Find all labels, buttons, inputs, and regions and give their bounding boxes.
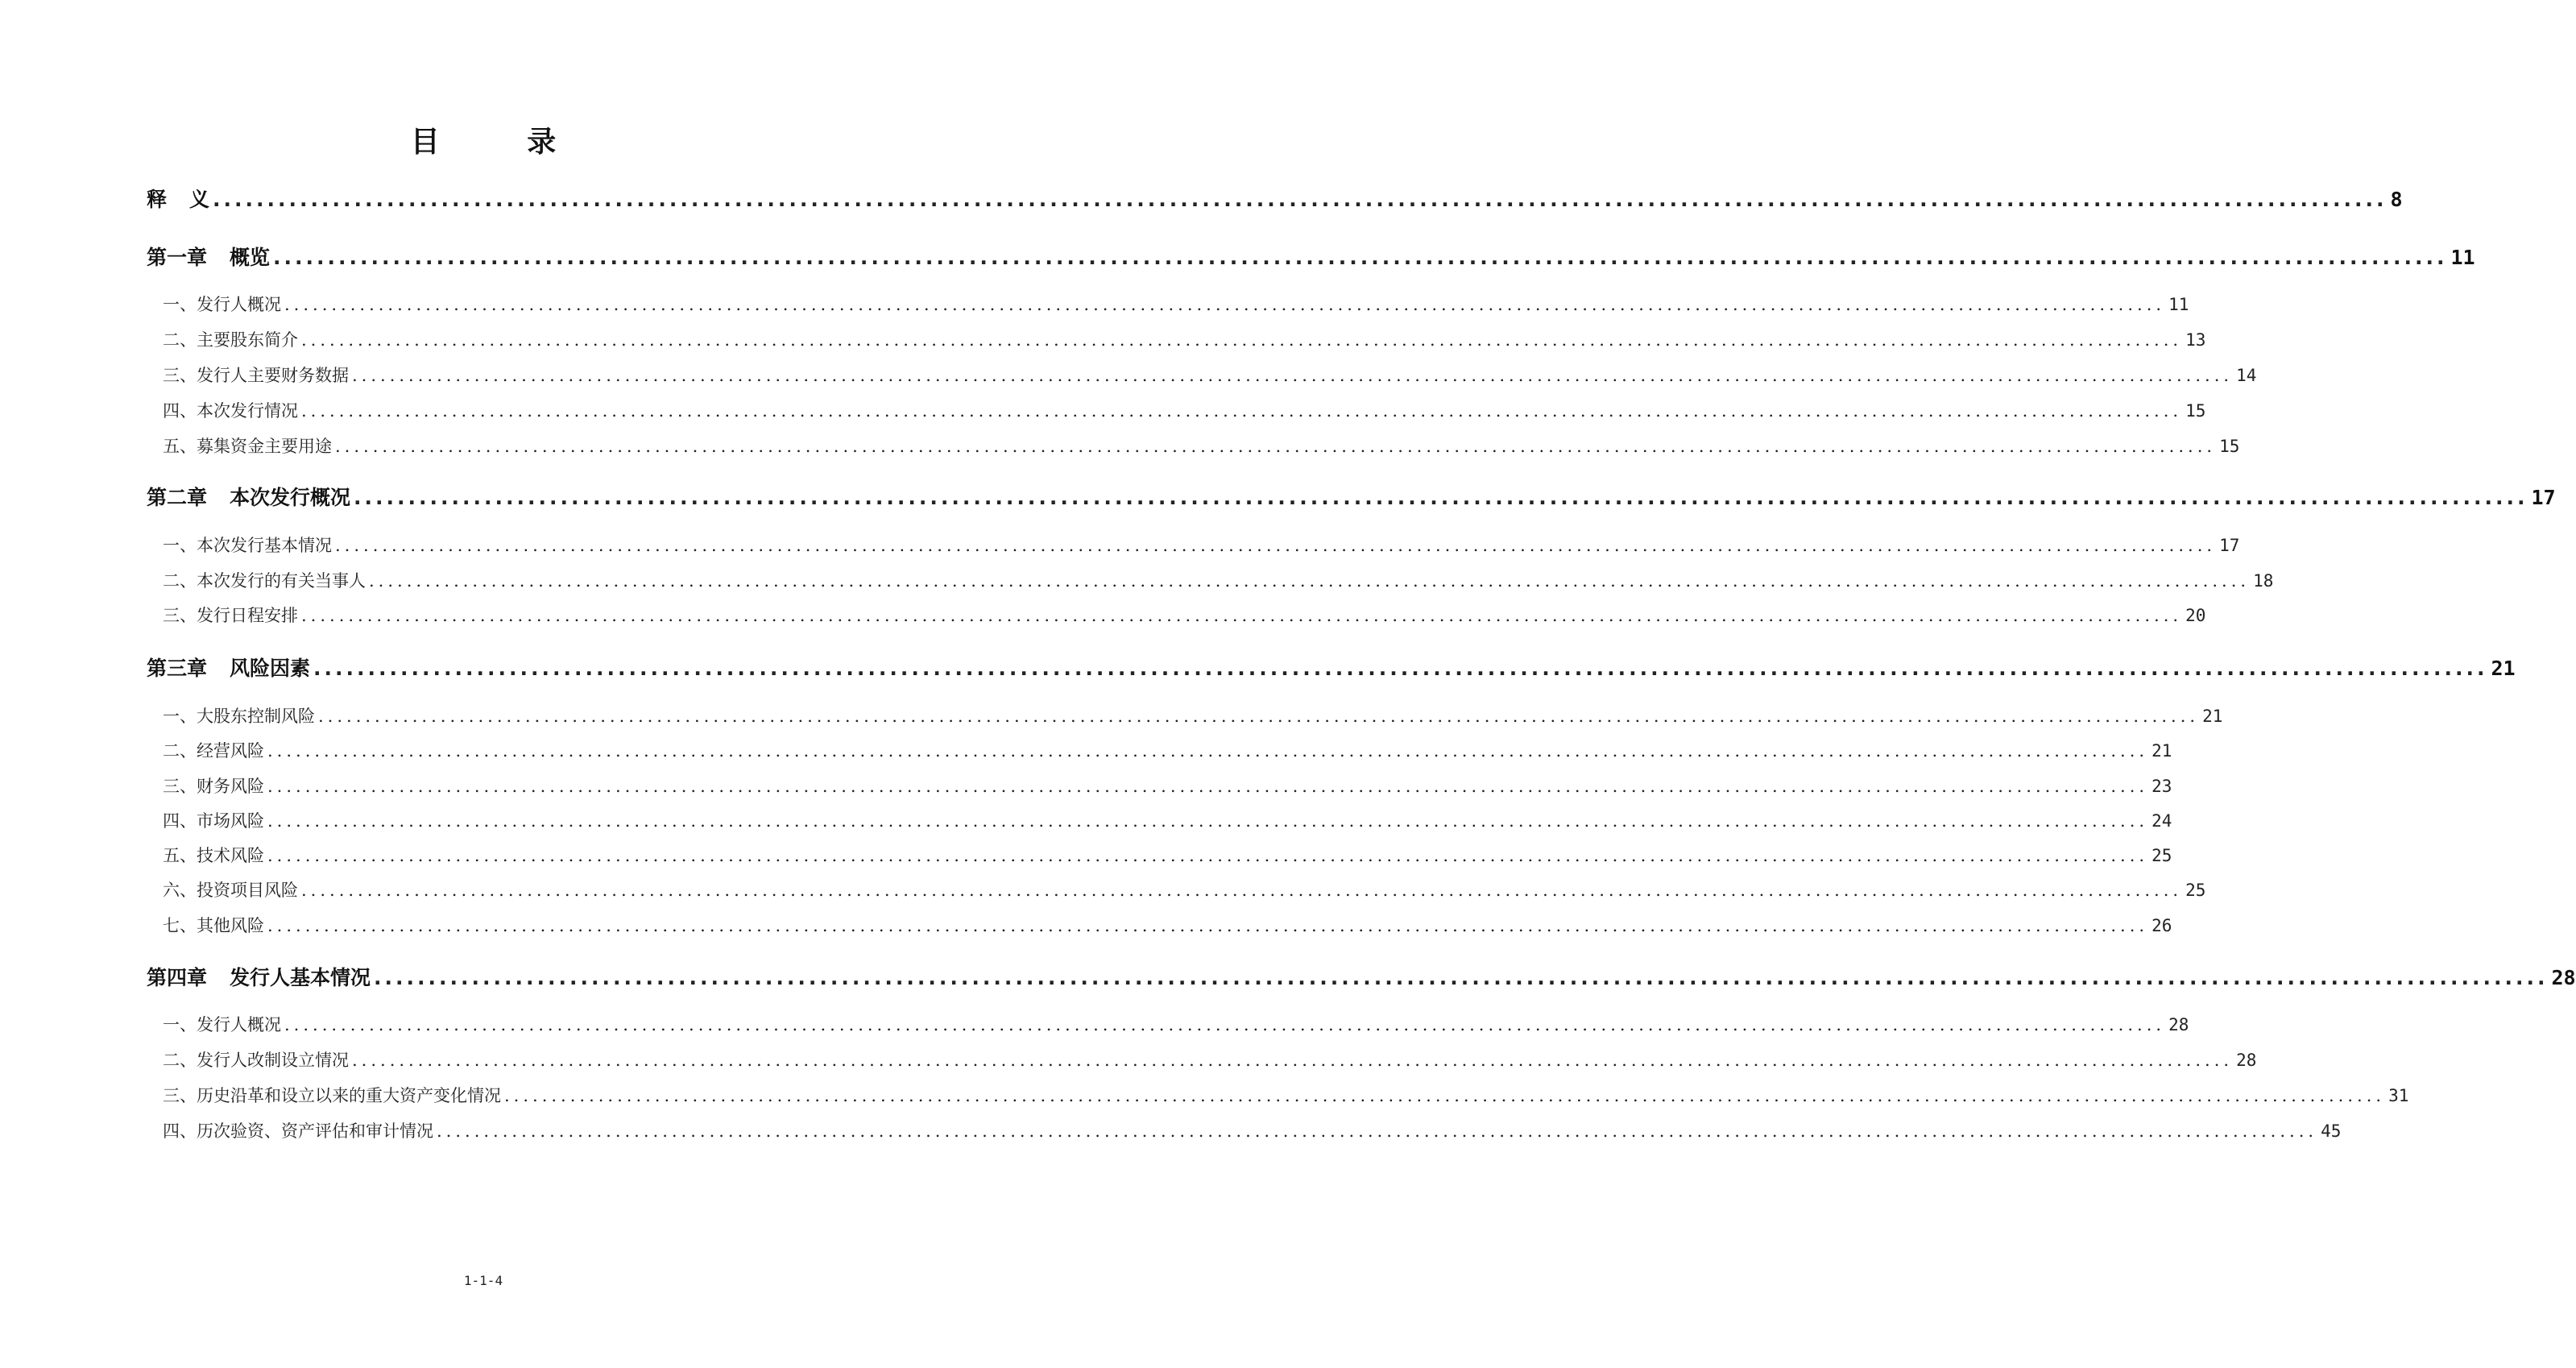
- toc-entry-title: 二、发行人改制设立情况: [163, 1051, 349, 1070]
- toc-entry-label: [147, 962, 371, 991]
- toc-entry-label: [163, 1012, 281, 1036]
- toc-entry-label: [163, 327, 298, 351]
- toc-entry-title: 概览: [230, 246, 271, 269]
- toc-entry-title: 义: [189, 188, 210, 211]
- toc-dot-leader: ........................................................................................................................................................................................................: [352, 1051, 2234, 1070]
- toc-entry-title: 四、历次验资、资产评估和审计情况: [163, 1121, 433, 1141]
- toc-section-entry[interactable]: [163, 738, 2172, 762]
- toc-entry-title: 三、财务风险: [163, 777, 264, 796]
- toc-entry-title: 一、发行人概况: [163, 295, 281, 314]
- toc-entry-label: [163, 773, 264, 798]
- toc-entry-title: 二、经营风险: [163, 741, 264, 761]
- toc-entry-title: 风险因素: [230, 657, 311, 680]
- toc-section-entry[interactable]: [163, 843, 2172, 867]
- toc-entry-label: [163, 433, 332, 458]
- toc-dot-leader: ........................................................................................................................................................................................................: [267, 846, 2149, 865]
- toc-entry-title: 五、技术风险: [163, 846, 264, 865]
- toc-entry-label: [163, 533, 332, 557]
- toc-entry-label: [163, 1083, 501, 1107]
- toc-entry-label: [147, 653, 310, 682]
- toc-entry-label: [163, 877, 298, 902]
- toc-dot-leader: ........................................................................................................................................................................................................: [267, 811, 2149, 831]
- toc-dot-leader: ........................................................................................................................................................................................................: [267, 741, 2149, 761]
- toc-entry-label: [163, 703, 315, 728]
- toc-page-number: 25: [2185, 881, 2206, 900]
- toc-section-entry[interactable]: [163, 603, 2206, 627]
- toc-page-number: 18: [2253, 571, 2274, 591]
- toc-entry-title: 发行人基本情况: [230, 966, 371, 989]
- toc-chapter-entry[interactable]: [147, 962, 2576, 991]
- toc-section-entry[interactable]: [163, 568, 2274, 592]
- toc-dot-leader: ........................................................................................................................................................................................................: [313, 657, 2488, 680]
- toc-entry-label: [163, 1118, 433, 1142]
- toc-page-number: 28: [2551, 966, 2576, 989]
- toc-section-entry[interactable]: [163, 1012, 2189, 1036]
- toc-section-entry[interactable]: [163, 363, 2257, 387]
- toc-page-number: 17: [2219, 536, 2240, 555]
- toc-section-entry[interactable]: [163, 433, 2240, 458]
- toc-section-entry[interactable]: [163, 1083, 2409, 1107]
- toc-section-entry[interactable]: [163, 292, 2189, 316]
- toc-chapter-number: 第二章: [147, 486, 208, 509]
- toc-page-number: 11: [2450, 246, 2475, 269]
- toc-chapter-number: 第一章: [147, 246, 208, 269]
- toc-entry-title: 本次发行概况: [230, 486, 351, 509]
- toc-chapter-number: 第三章: [147, 657, 208, 680]
- toc-entry-label: [163, 1047, 349, 1072]
- toc-entry-title: 五、募集资金主要用途: [163, 437, 332, 456]
- toc-page-number: 15: [2219, 437, 2240, 456]
- toc-section-entry[interactable]: [163, 533, 2240, 557]
- toc-entry-label: [163, 398, 298, 422]
- toc-entry-title: 四、市场风险: [163, 811, 264, 831]
- toc-page-number: 21: [2491, 657, 2516, 680]
- toc-page-number: 8: [2390, 188, 2403, 211]
- toc-section-entry[interactable]: [163, 1118, 2342, 1142]
- toc-page-number: 15: [2185, 401, 2206, 421]
- toc-entry-label: [163, 843, 264, 867]
- toc-entry-title: 二、主要股东简介: [163, 330, 298, 350]
- toc-dot-leader: ........................................................................................................................................................................................................: [301, 606, 2183, 625]
- toc-entry-label: [163, 913, 264, 937]
- toc-chapter-entry[interactable]: [147, 242, 2475, 271]
- toc-entry-label: [147, 242, 270, 271]
- toc-entry-title: 三、发行人主要财务数据: [163, 366, 349, 385]
- toc-chapter-entry[interactable]: [147, 184, 2403, 213]
- toc-dot-leader: ........................................................................................................................................................................................................: [437, 1121, 2318, 1141]
- toc-entry-label: [147, 184, 209, 213]
- toc-chapter-entry[interactable]: [147, 482, 2556, 511]
- toc-dot-leader: ........................................................................................................................................................................................................: [273, 246, 2448, 269]
- toc-dot-leader: ........................................................................................................................................................................................................: [284, 1015, 2166, 1034]
- page-title: 目 录: [410, 126, 595, 159]
- page-footer: 1-1-4: [463, 1273, 503, 1288]
- toc-dot-leader: ........................................................................................................................................................................................................: [301, 401, 2183, 421]
- toc-dot-leader: ........................................................................................................................................................................................................: [267, 916, 2149, 935]
- toc-dot-leader: ........................................................................................................................................................................................................: [301, 330, 2183, 350]
- toc-entry-title: 七、其他风险: [163, 916, 264, 935]
- toc-entry-label: [163, 363, 349, 387]
- toc-dot-leader: ........................................................................................................................................................................................................: [335, 437, 2217, 456]
- toc-section-entry[interactable]: [163, 703, 2223, 728]
- toc-dot-leader: ........................................................................................................................................................................................................: [213, 188, 2388, 211]
- toc-section-entry[interactable]: [163, 808, 2172, 832]
- toc-entry-label: [163, 738, 264, 762]
- toc-entry-label: [163, 808, 264, 832]
- toc-page-number: 17: [2531, 486, 2556, 509]
- toc-entry-title: 三、发行日程安排: [163, 606, 298, 625]
- toc-chapter-number: 释: [147, 188, 168, 211]
- toc-section-entry[interactable]: [163, 398, 2206, 422]
- toc-page-number: 28: [2236, 1051, 2257, 1070]
- toc-entry-label: [147, 482, 350, 511]
- toc-page-number: 13: [2185, 330, 2206, 350]
- toc-entry-title: 一、大股东控制风险: [163, 707, 315, 726]
- toc-entry-label: [163, 603, 298, 627]
- toc-section-entry[interactable]: [163, 877, 2206, 902]
- toc-dot-leader: ........................................................................................................................................................................................................: [301, 881, 2183, 900]
- toc-dot-leader: ........................................................................................................................................................................................................: [267, 777, 2149, 796]
- toc-entry-title: 四、本次发行情况: [163, 401, 298, 421]
- toc-dot-leader: ........................................................................................................................................................................................................: [284, 295, 2166, 314]
- toc-dot-leader: ........................................................................................................................................................................................................: [352, 366, 2234, 385]
- toc-entry-title: 三、历史沿革和设立以来的重大资产变化情况: [163, 1086, 501, 1105]
- toc-entry-title: 一、本次发行基本情况: [163, 536, 332, 555]
- toc-section-entry[interactable]: [163, 327, 2206, 351]
- toc-page-number: 14: [2236, 366, 2257, 385]
- toc-page-number: 21: [2151, 741, 2172, 761]
- toc-page-number: 11: [2168, 295, 2189, 314]
- toc-entry-title: 一、发行人概况: [163, 1015, 281, 1034]
- toc-page-number: 26: [2151, 916, 2172, 935]
- toc-chapter-entry[interactable]: [147, 653, 2516, 682]
- toc-section-entry[interactable]: [163, 1047, 2257, 1072]
- toc-entry-label: [163, 568, 366, 592]
- toc-page-number: 45: [2321, 1121, 2342, 1141]
- toc-dot-leader: ........................................................................................................................................................................................................: [354, 486, 2528, 509]
- toc-section-entry[interactable]: [163, 913, 2172, 937]
- toc-page-number: 31: [2388, 1086, 2409, 1105]
- toc-page-number: 23: [2151, 777, 2172, 796]
- toc-page-number: 20: [2185, 606, 2206, 625]
- toc-dot-leader: ........................................................................................................................................................................................................: [369, 571, 2251, 591]
- toc-entry-title: 二、本次发行的有关当事人: [163, 571, 366, 591]
- toc-dot-leader: ........................................................................................................................................................................................................: [374, 966, 2549, 989]
- toc-page-number: 21: [2202, 707, 2223, 726]
- toc-dot-leader: ........................................................................................................................................................................................................: [335, 536, 2217, 555]
- toc-dot-leader: ........................................................................................................................................................................................................: [504, 1086, 2386, 1105]
- toc-section-entry[interactable]: [163, 773, 2172, 798]
- toc-page-number: 24: [2151, 811, 2172, 831]
- toc-entry-title: 六、投资项目风险: [163, 881, 298, 900]
- toc-dot-leader: ........................................................................................................................................................................................................: [318, 707, 2200, 726]
- toc-chapter-number: 第四章: [147, 966, 208, 989]
- toc-entry-label: [163, 292, 281, 316]
- toc-page-number: 25: [2151, 846, 2172, 865]
- toc-page-number: 28: [2168, 1015, 2189, 1034]
